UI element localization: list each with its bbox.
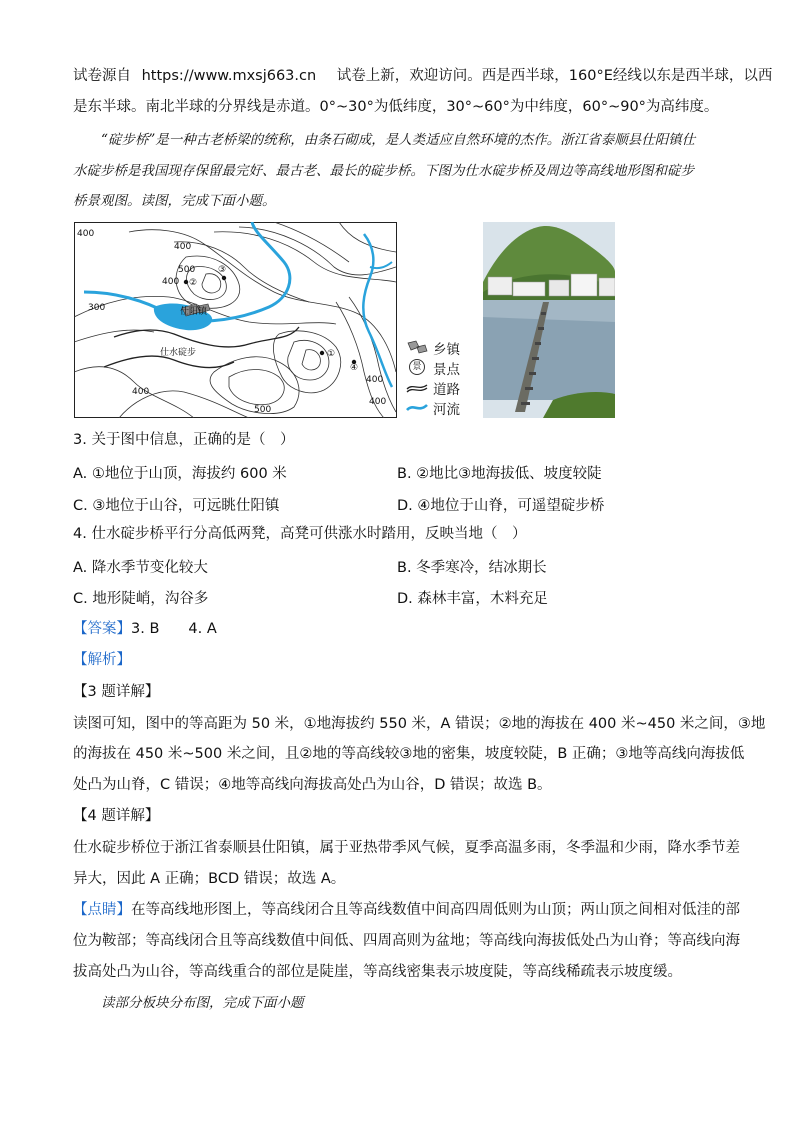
contour-map (74, 222, 397, 418)
q3-option-d: D. ④地位于山脊，可遥望碇步桥 (397, 498, 605, 514)
header-line-1 (73, 66, 772, 86)
river-icon (405, 399, 429, 415)
contour-label: 400 (174, 242, 192, 252)
intro-line-2: 水碇步桥是我国现存保留最完好、最古老、最长的碇步桥。下图为仕水碇步桥及周边等高线地形图和碇步 (73, 163, 694, 179)
legend-river-label: 河流 (433, 402, 460, 418)
legend-town-label: 乡镇 (433, 342, 460, 358)
q4-stem: 4. 仕水碇步桥平行分高低两凳，高凳可供涨水时踏用，反映当地（ ） (73, 526, 527, 542)
road-icon (405, 379, 429, 395)
point-4-label: ④ (350, 363, 359, 373)
detail3-line-2: 的海拔在 450 米~500 米之间，且②地的等高线较③地的密集，坡度较陡，B 正确；③地等高线向海拔低 (73, 746, 745, 762)
next-section-intro: 读部分板块分布图，完成下面小题 (101, 995, 304, 1011)
bridge-landscape-photo (483, 222, 615, 418)
detail4-line-2: 异大，因此 A 正确；BCD 错误；故选 A。 (73, 871, 346, 887)
contour-label: 400 (132, 387, 150, 397)
answer-line (73, 619, 217, 639)
point-2-dot (184, 280, 188, 284)
contour-label: 400 (369, 397, 387, 407)
answer-tag: 【答案】 (73, 621, 131, 637)
intro-line-1: “碇步桥”是一种古老桥梁的统称，由条石砌成，是人类适应自然环境的杰作。浙江省泰顺县仕阳镇仕 (101, 132, 696, 148)
bridge-label: 仕水碇步 (160, 348, 197, 358)
q4-option-c: C. 地形陡峭，沟谷多 (73, 591, 209, 607)
legend-town (405, 338, 480, 356)
legend-spot-label: 景点 (433, 362, 460, 378)
analysis-tag: 【解析】 (73, 652, 131, 668)
detail3-line-1: 读图可知，图中的等高距为 50 米，①地海拔约 550 米，A 错误；②地的海拔在 400 米~450 米之间，③地 (73, 716, 766, 732)
q4-option-d: D. 森林丰富，木料充足 (397, 591, 548, 607)
point-1-label: ① (327, 349, 336, 359)
detail4-line-1: 仕水碇步桥位于浙江省泰顺县仕阳镇，属于亚热带季风气候，夏季高温多雨，冬季温和少雨，降水季节差 (73, 840, 740, 856)
point-2-label: ② (189, 278, 198, 288)
q3-stem: 3. 关于图中信息，正确的是（ ） (73, 432, 295, 448)
contour-label: 400 (162, 277, 180, 287)
contour-label: 500 (254, 405, 272, 415)
point-3-dot (222, 276, 226, 280)
source-url[interactable]: https://www.mxsj663.cn (141, 68, 317, 84)
detail3-line-3: 处凸为山脊，C 错误；④地等高线向海拔高处凸为山谷，D 错误；故选 B。 (73, 777, 552, 793)
spot-icon: 景 (409, 359, 425, 375)
tips-text-1: 在等高线地形图上，等高线闭合且等高线数值中间高四周低则为山顶；两山顶之间相对低洼的部 (131, 902, 740, 918)
tips-tag: 【点睛】 (73, 902, 131, 918)
legend-spot (405, 358, 480, 376)
q3-option-a: A. ①地位于山顶，海拔约 600 米 (73, 466, 287, 482)
detail3-tag: 【3 题详解】 (73, 684, 160, 700)
map-frame (75, 223, 397, 418)
legend-river (405, 398, 480, 416)
header-line-2: 是东半球。南北半球的分界线是赤道。0°~30°为低纬度，30°~60°为中纬度，60°~90°为高纬度。 (73, 99, 719, 115)
answer-text: 3. B 4. A (131, 621, 217, 637)
q3-option-b: B. ②地比③地海拔低、坡度较陡 (397, 466, 602, 482)
contour-label: 400 (366, 375, 384, 385)
legend-road (405, 378, 480, 396)
town-icon (405, 339, 429, 355)
town-label: 仕阳镇 (180, 307, 208, 317)
source-prefix: 试卷源自 (73, 68, 131, 84)
contour-label: 300 (88, 303, 106, 313)
q3-option-c: C. ③地位于山谷，可远眺仕阳镇 (73, 498, 280, 514)
intro-line-3: 桥景观图。读图，完成下面小题。 (73, 193, 276, 209)
detail4-tag: 【4 题详解】 (73, 808, 160, 824)
source-suffix: 试卷上新，欢迎访问。西是西半球，160°E经线以东是西半球，以西 (336, 68, 773, 84)
q4-option-a: A. 降水季节变化较大 (73, 560, 208, 576)
tips-line-1 (73, 900, 740, 920)
tips-line-3: 拔高处凸为山谷，等高线重合的部位是陡崖，等高线密集表示坡度陡，等高线稀疏表示坡度缓。 (73, 964, 682, 980)
tips-line-2: 位为鞍部；等高线闭合且等高线数值中间低、四周高则为盆地；等高线向海拔低处凸为山脊；等高线向海 (73, 933, 740, 949)
point-3-label: ③ (218, 265, 227, 275)
point-1-dot (320, 351, 324, 355)
q4-option-b: B. 冬季寒冷，结冰期长 (397, 560, 547, 576)
map-legend (405, 338, 480, 418)
contour-label: 500 (178, 265, 196, 275)
legend-road-label: 道路 (433, 382, 460, 398)
contour-label: 400 (77, 229, 95, 239)
